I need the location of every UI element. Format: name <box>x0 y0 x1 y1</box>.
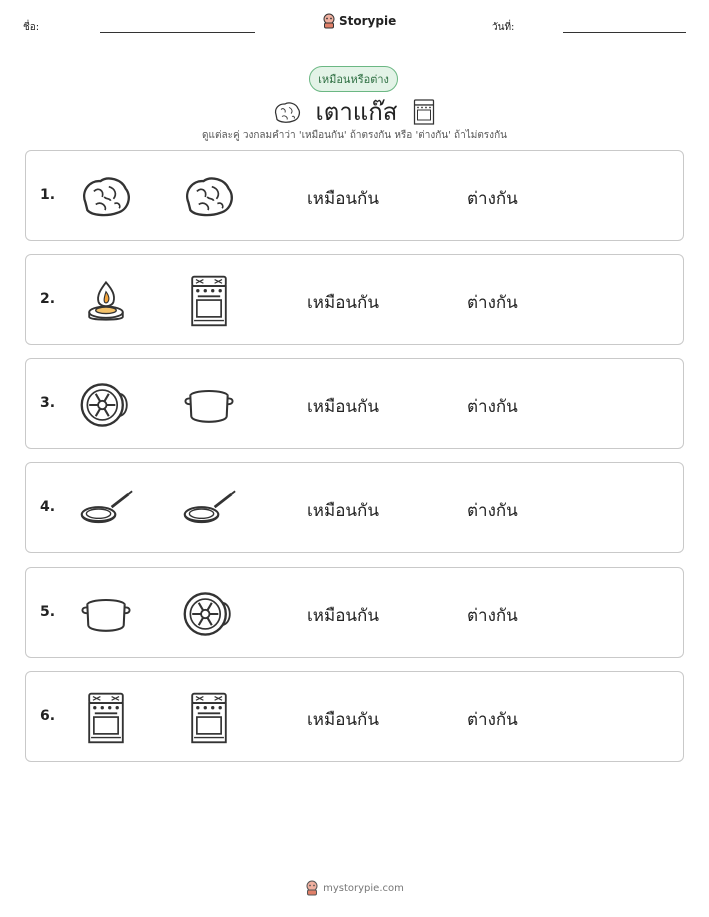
question-number: 6. <box>40 708 56 724</box>
storypie-mascot-icon <box>322 13 336 29</box>
question-row <box>25 254 684 345</box>
question-number: 4. <box>40 499 56 515</box>
question-row <box>25 462 684 553</box>
question-row <box>25 150 684 241</box>
pot-icon <box>181 377 237 433</box>
brand-name: Storypie <box>339 14 397 28</box>
stove-icon <box>411 97 437 127</box>
knob-icon <box>181 586 237 642</box>
same-option[interactable]: เหมือนกัน <box>307 501 379 521</box>
frying-pan-icon <box>78 481 134 537</box>
footer <box>0 880 709 896</box>
same-option[interactable]: เหมือนกัน <box>307 606 379 626</box>
different-option[interactable]: ต่างกัน <box>467 501 518 521</box>
brand-logo <box>322 13 396 29</box>
same-option[interactable]: เหมือนกัน <box>307 397 379 417</box>
question-number: 1. <box>40 187 56 203</box>
question-row <box>25 358 684 449</box>
date-label: วันที่: <box>492 22 515 33</box>
different-option[interactable]: ต่างกัน <box>467 189 518 209</box>
gas-burner-icon <box>78 273 134 329</box>
different-option[interactable]: ต่างกัน <box>467 606 518 626</box>
question-number: 5. <box>40 604 56 620</box>
stove-icon <box>78 690 134 746</box>
question-row <box>25 567 684 658</box>
name-label: ชื่อ: <box>23 22 40 33</box>
rock-icon <box>78 169 134 225</box>
question-number: 3. <box>40 395 56 411</box>
same-option[interactable]: เหมือนกัน <box>307 189 379 209</box>
question-number: 2. <box>40 291 56 307</box>
page-title: เตาแก๊ส <box>315 98 398 126</box>
storypie-mascot-icon <box>305 880 319 896</box>
name-line[interactable] <box>100 32 255 33</box>
question-row <box>25 671 684 762</box>
knob-icon <box>78 377 134 433</box>
pot-icon <box>78 586 134 642</box>
same-option[interactable]: เหมือนกัน <box>307 293 379 313</box>
same-option[interactable]: เหมือนกัน <box>307 710 379 730</box>
stove-icon <box>181 690 237 746</box>
instructions: ดูแต่ละคู่ วงกลมคำว่า 'เหมือนกัน' ถ้าตรงกัน หรือ 'ต่างกัน' ถ้าไม่ตรงกัน <box>202 130 507 141</box>
rock-icon <box>272 99 302 125</box>
worksheet-type-badge: เหมือนหรือต่าง <box>309 66 398 92</box>
title-row <box>0 92 709 131</box>
different-option[interactable]: ต่างกัน <box>467 397 518 417</box>
different-option[interactable]: ต่างกัน <box>467 710 518 730</box>
stove-icon <box>181 273 237 329</box>
different-option[interactable]: ต่างกัน <box>467 293 518 313</box>
rock-icon <box>181 169 237 225</box>
date-line[interactable] <box>563 32 686 33</box>
frying-pan-icon <box>181 481 237 537</box>
footer-url[interactable]: mystorypie.com <box>323 882 404 894</box>
